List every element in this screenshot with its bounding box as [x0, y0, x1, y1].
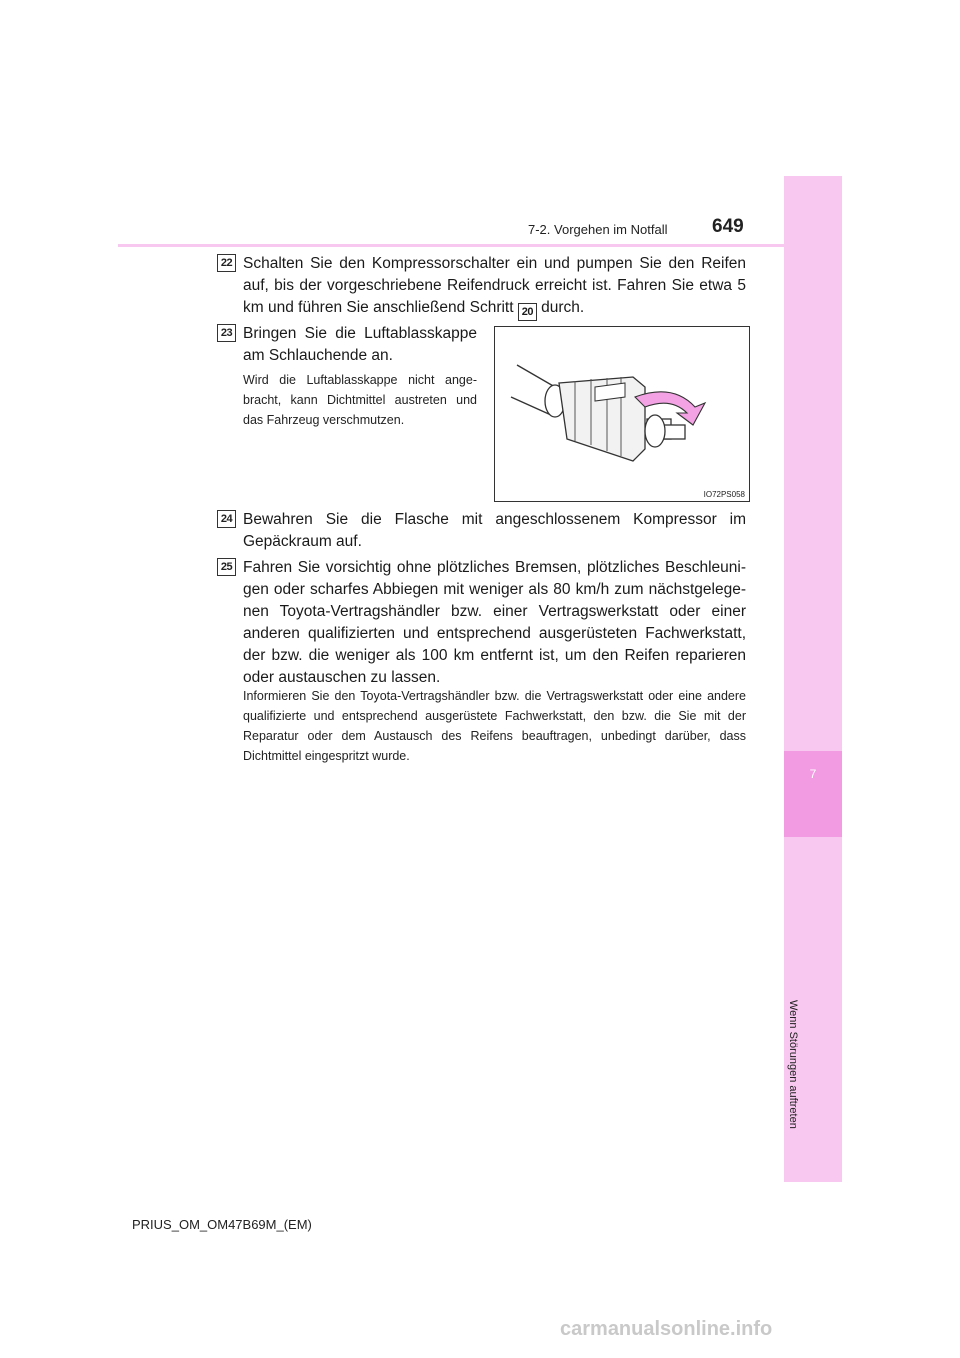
watermark: carmanualsonline.info	[560, 1318, 773, 1340]
step-25-note: Informieren Sie den Toyota-Vertragshändler bzw. die Vertragswerkstatt oder eine andere qualifizierte und entsprechend ausgerüstete Fachwerkstatt, den bzw. die Sie mit der Reparatur oder dem Austausch des Reifens beauftragen, unbedingt darüber, dass Dichtmittel eingespritzt wurde.	[243, 689, 746, 763]
step-badge-22: 22	[217, 254, 236, 272]
step-23-text: Bringen Sie die Luftablasskappe am Schlauchende an.	[243, 325, 477, 364]
step-22-text-after: durch.	[541, 299, 585, 316]
chapter-tab-marker	[784, 751, 842, 837]
step-25-text: Fahren Sie vorsichtig ohne plötzliches Bremsen, plötzliches Beschleunigen oder scharfes Abbiegen mit weniger als 80 km/h zum nächstgelegenen Toyota-Vertragshändler bzw. einer Vertragswerkstatt oder einer anderen qualifizierten und entsprechend ausgerüsteten Fachwerkstatt, der bzw. die weniger als 100 km entfernt ist, um den Reifen reparieren oder austauschen zu lassen.	[243, 559, 746, 686]
step-badge-25: 25	[217, 558, 236, 576]
illustration-air-release-cap	[494, 326, 750, 502]
page-number: 649	[712, 216, 744, 237]
header-rule	[118, 244, 842, 247]
step-ref-badge: 20	[518, 303, 537, 321]
chapter-label: Wenn Störungen auftreten	[787, 1000, 799, 1129]
step-22-text-before: Schalten Sie den Kompressorschalter ein und pumpen Sie den Reifen auf, bis der vorgeschriebene Reifendruck erreicht ist. Fahren Sie etwa 5 km und führen Sie anschließend Schritt	[243, 255, 746, 316]
step-badge-24: 24	[217, 510, 236, 528]
step-22-text	[243, 253, 746, 321]
figure-code: IO72PS058	[703, 490, 745, 499]
section-title: 7-2. Vorgehen im Notfall	[528, 222, 668, 237]
chapter-number: 7	[809, 767, 817, 781]
footer-doc-id: PRIUS_OM_OM47B69M_(EM)	[132, 1217, 312, 1232]
step-23-note: Wird die Luftablasskappe nicht angebracht, kann Dichtmittel austreten und das Fahrzeug verschmutzen.	[243, 373, 477, 427]
step-badge-23: 23	[217, 324, 236, 342]
hose-cap-drawing	[495, 327, 749, 501]
step-24-text: Bewahren Sie die Flasche mit angeschlossenem Kompressor im Gepäckraum auf.	[243, 511, 746, 550]
